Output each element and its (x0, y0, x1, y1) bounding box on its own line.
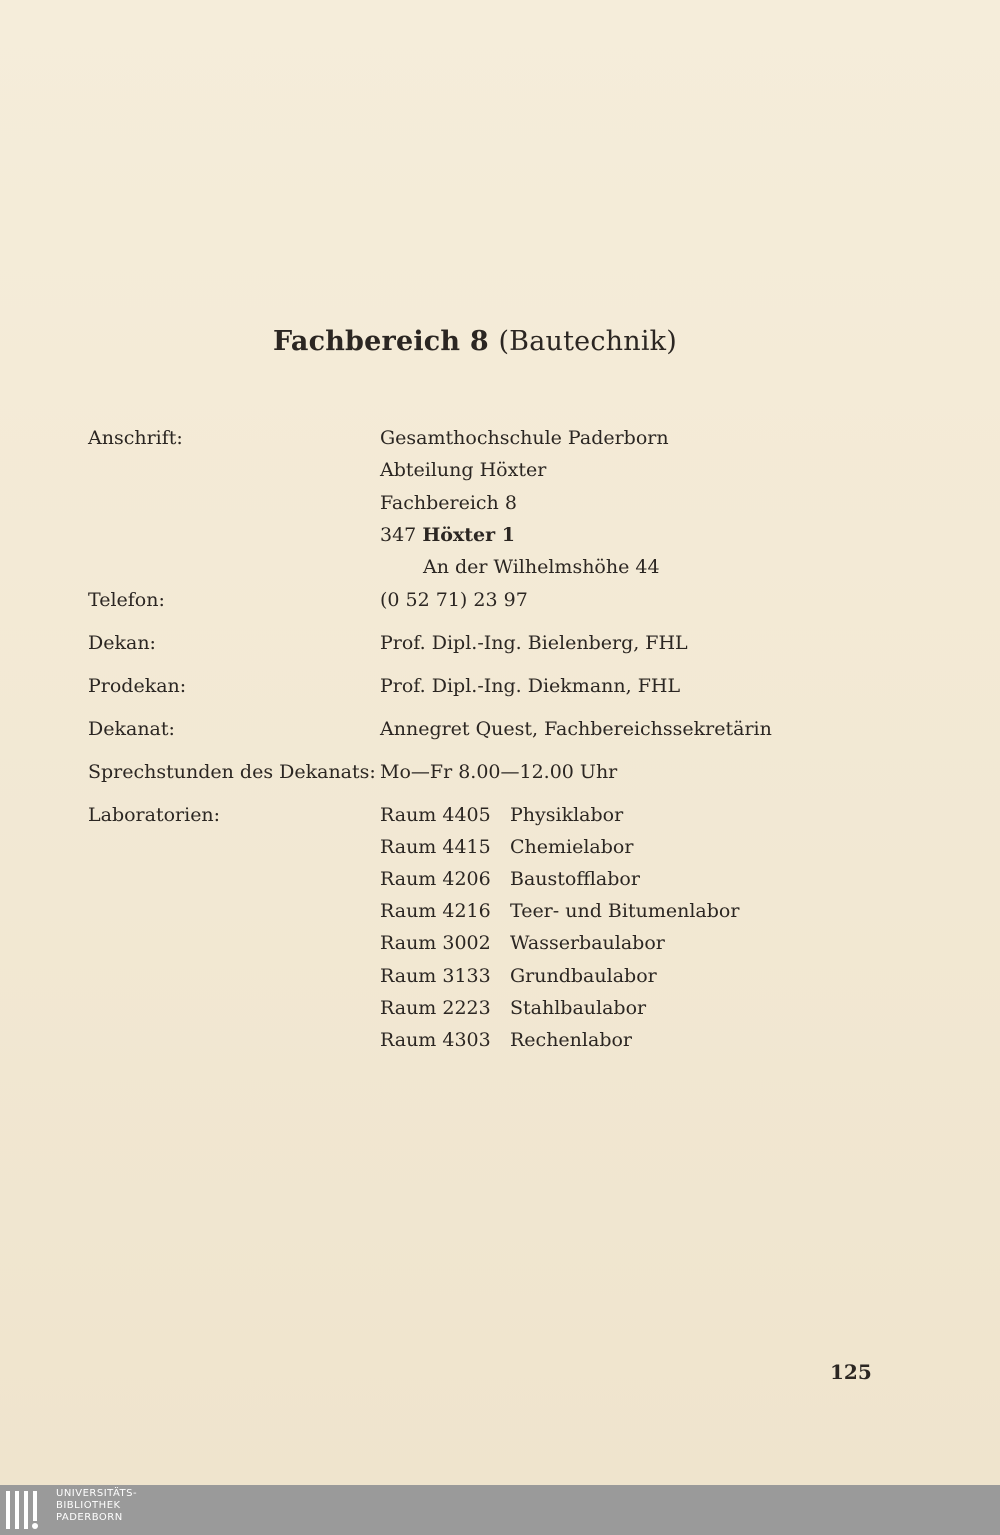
office-label: Dekanat: (88, 718, 175, 740)
vice-dean-value: Prof. Dipl.-Ing. Diekmann, FHL (380, 675, 681, 697)
address-city: Höxter 1 (422, 524, 515, 546)
lab-room: Raum 4206 (380, 868, 491, 890)
vice-dean-label: Prodekan: (88, 675, 187, 697)
page-title (0, 326, 950, 357)
phone-label: Telefon: (88, 589, 165, 611)
lab-name: Physiklabor (510, 804, 624, 826)
dean-value: Prof. Dipl.-Ing. Bielenberg, FHL (380, 632, 688, 654)
address-street: An der Wilhelmshöhe 44 (423, 556, 660, 578)
office-value: Annegret Quest, Fachbereichssekretärin (380, 718, 772, 740)
lab-name: Chemielabor (510, 836, 634, 858)
page-number: 125 (830, 1360, 872, 1384)
library-footer (0, 1485, 1000, 1535)
lab-room: Raum 4415 (380, 836, 491, 858)
address-city-line (380, 523, 515, 547)
dean-label: Dekan: (88, 632, 156, 654)
library-logo-icon (6, 1489, 46, 1531)
title-main: Fachbereich 8 (273, 326, 489, 357)
lab-name: Teer- und Bitumenlabor (510, 900, 740, 922)
office-hours-label: Sprechstunden des Dekanats: (88, 761, 376, 783)
lab-name: Grundbaulabor (510, 965, 657, 987)
address-line-1: Gesamthochschule Paderborn (380, 427, 669, 449)
logo-line: UNIVERSITÄTS- (56, 1488, 138, 1499)
office-hours-value: Mo—Fr 8.00—12.00 Uhr (380, 761, 618, 783)
lab-room: Raum 4303 (380, 1029, 491, 1051)
lab-room: Raum 3002 (380, 932, 491, 954)
phone-value: (0 52 71) 23 97 (380, 589, 528, 611)
address-line-3: Fachbereich 8 (380, 492, 517, 514)
address-line-2: Abteilung Höxter (380, 459, 547, 481)
lab-name: Baustofflabor (510, 868, 640, 890)
lab-room: Raum 4216 (380, 900, 491, 922)
address-postcode: 347 (380, 524, 417, 546)
address-label: Anschrift: (88, 427, 183, 449)
logo-line: BIBLIOTHEK (56, 1500, 121, 1511)
library-logo-text (56, 1488, 137, 1524)
lab-name: Stahlbaulabor (510, 997, 647, 1019)
lab-room: Raum 4405 (380, 804, 491, 826)
lab-name: Wasserbaulabor (510, 932, 665, 954)
lab-room: Raum 2223 (380, 997, 491, 1019)
lab-room: Raum 3133 (380, 965, 491, 987)
lab-name: Rechenlabor (510, 1029, 632, 1051)
title-sub: (Bautechnik) (498, 326, 677, 357)
logo-line: PADERBORN (56, 1512, 123, 1523)
labs-label: Laboratorien: (88, 804, 221, 826)
